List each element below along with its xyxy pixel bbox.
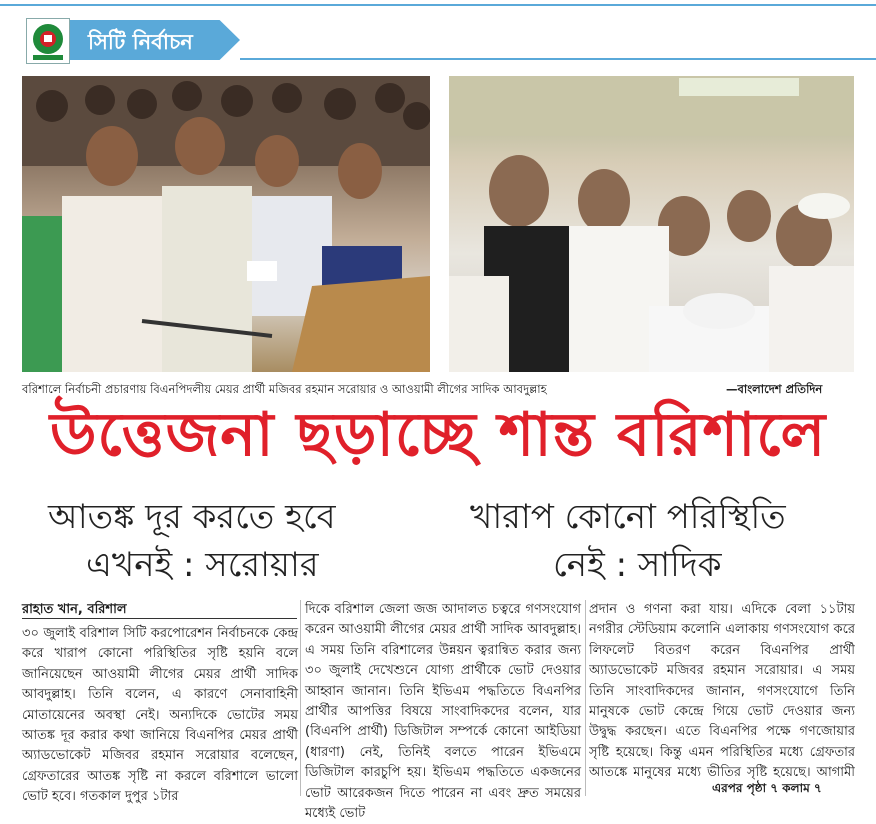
top-rule	[0, 4, 876, 6]
headline: উত্তেজনা ছড়াচ্ছে শান্ত বরিশালে	[49, 400, 827, 470]
byline-rule	[22, 618, 297, 619]
article-column-3: প্রদান ও গণনা করা যায়। এদিকে বেলা ১১টায় নগরীর স্টেডিয়াম কলোনি এলাকায় গণসংযোগ করে লিফলেট বিতরণ করেন বিএনপির প্রার্থী অ্যাডভোকেট মজিবর রহমান সরোয়ার। এ সময় তিনি সাংবাদিকদের জানান, গণসংযোগে তিনি মানুষকে ভোট কেন্দ্রে গিয়ে ভোট দেওয়ার জন্য উদ্বুদ্ধ করছেন। এতে বিএনপির পক্ষে গণজোয়ার সৃষ্টি হয়েছে। কিন্তু এমন পরিস্থিতির মধ্যে গ্রেফতার আতঙ্কে মানুষের মধ্যে ভীতির সৃষ্টি হয়েছে। আগামী	[589, 602, 855, 780]
campaign-photo-right	[449, 76, 854, 372]
column-divider	[585, 600, 586, 796]
article-column-1: ৩০ জুলাই বরিশাল সিটি করপোরেশন নির্বাচনকে কেন্দ্র করে খারাপ কোনো পরিস্থিতির সৃষ্টি হয়নি বলে জানিয়েছেন আওয়ামী লীগের মেয়র প্রার্থী সাদিক আবদুল্লাহ। তিনি বলেন, এ কারণে সেনাবাহিনী মোতায়েনের অবস্থা নেই। অন্যদিকে ভোটের সময় আতঙ্ক দূর করার কথা জানিয়ে বিএনপির মেয়র প্রার্থী অ্যাডভোকেট মজিবর রহমান সরোয়ার বলেছেন, গ্রেফতারের আতঙ্ক সৃষ্টি না করলে বরিশালে ভালো ভোট হবে। গতকাল দুপুর ১টার	[22, 626, 298, 805]
campaign-photo-left	[22, 76, 430, 372]
photo-caption: বরিশালে নির্বাচনী প্রচারণায় বিএনপিদলীয় মেয়র প্রার্থী মজিবর রহমান সরোয়ার ও আওয়ামী লীগের সাদিক আবদুল্লাহ	[22, 382, 547, 396]
photo-credit: —বাংলাদেশ প্রতিদিন	[726, 382, 823, 396]
section-title: সিটি নির্বাচন	[88, 30, 193, 54]
byline: রাহাত খান, বরিশাল	[22, 602, 127, 617]
article-column-2: দিকে বরিশাল জেলা জজ আদালত চত্বরে গণসংযোগ করেন আওয়ামী লীগের মেয়র প্রার্থী সাদিক আবদুল্লাহ। এ সময় তিনি বরিশালের উন্নয়ন ত্বরান্বিত করার জন্য ৩০ জুলাই দেখেশুনে যোগ্য প্রার্থীকে ভোট দেওয়ার আহ্বান জানান। তিনি ইভিএম পদ্ধতিতে বিএনপির প্রার্থীর আপত্তির বিষয়ে সাংবাদিকদের বলেন, যার (বিএনপি প্রার্থী) ডিজিটাল সম্পর্কে কোনো আইডিয়া (ধারণা) নেই, তিনিই বলতে পারেন ইভিএমে ডিজিটাল কারচুপি হয়। ইভিএম পদ্ধতিতে একজনের ভোট আরেকজন দিতে পারেন না এবং দ্রুত সময়ের মধ্যেই ভোট	[305, 602, 581, 822]
subheadline-left-line2: এখনই : সরোয়ার	[86, 545, 319, 585]
continued-notice: এরপর পৃষ্ঠা ৭ কলাম ৭	[712, 781, 822, 795]
newspaper-logo-icon	[26, 18, 70, 64]
section-rule	[240, 58, 876, 60]
subheadline-left-line1: আতঙ্ক দূর করতে হবে	[48, 497, 336, 537]
subheadline-right-line1: খারাপ কোনো পরিস্থিতি	[470, 497, 786, 537]
subheadline-right-line2: নেই : সাদিক	[553, 545, 722, 585]
column-divider	[300, 600, 301, 796]
